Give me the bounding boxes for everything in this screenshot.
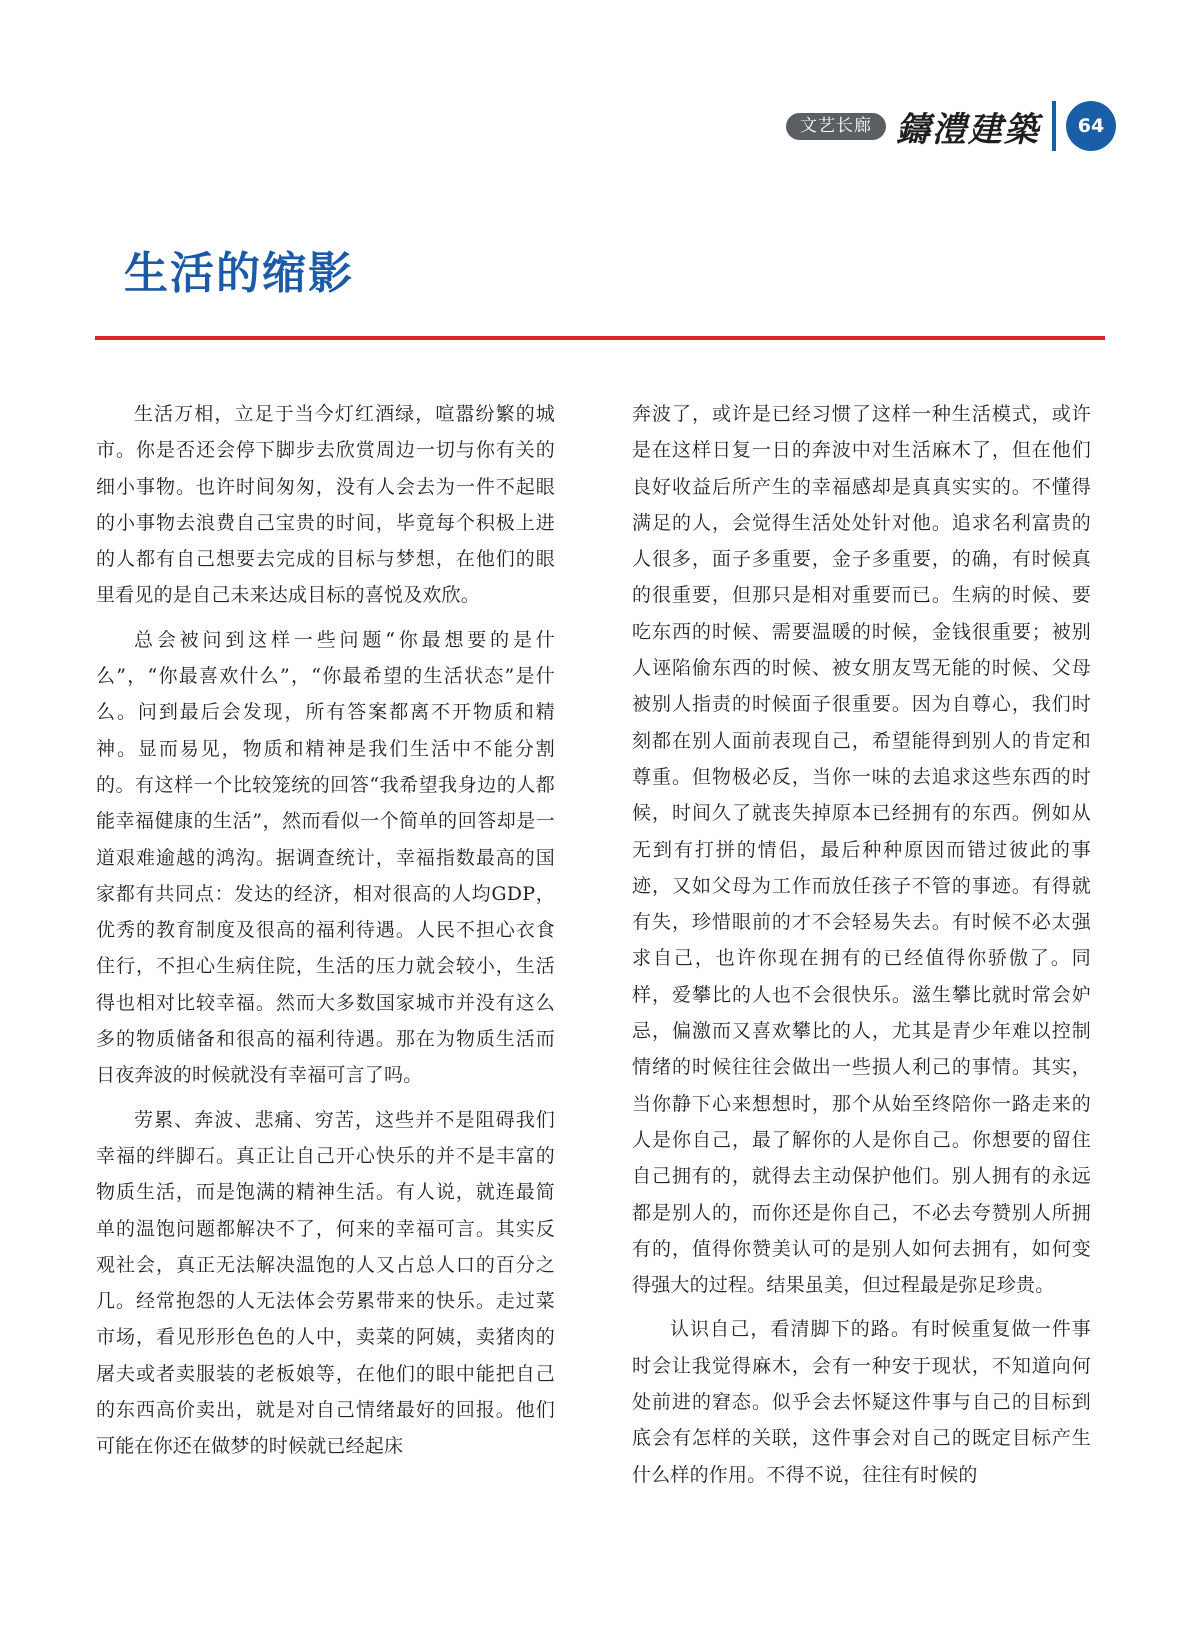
magazine-masthead: 鑄澧建築: [896, 109, 1040, 150]
right-column: [632, 396, 1091, 1493]
paragraph-continued: 奔波了，或许是已经习惯了这样一种生活模式，或许是在这样日复一日的奔波中对生活麻木了，但在他们良好收益后所产生的幸福感却是真真实实的。不懂得满足的人，会觉得生活处处针对他。追求名利富贵的人很多，面子多重要，金子多重要，的确，有时候真的很重要，但那只是相对重要而已。生病的时候、要吃东西的时候、需要温暖的时候，金钱很重要；被别人诬陷偷东西的时候、被女朋友骂无能的时候、父母被别人指责的时候面子很重要。因为自尊心，我们时刻都在别人面前表现自己，希望能得到别人的肯定和尊重。但物极必反，当你一味的去追求这些东西的时候，时间久了就丧失掉原本已经拥有的东西。例如从无到有打拼的情侣，最后种种原因而错过彼此的事迹，又如父母为工作而放任孩子不管的事迹。有得就有失，珍惜眼前的才不会轻易失去。有时候不必太强求自己，也许你现在拥有的已经值得你骄傲了。同样，爱攀比的人也不会很快乐。滋生攀比就时常会妒忌，偏激而又喜欢攀比的人，尤其是青少年难以控制情绪的时候往往会做出一些损人利己的事情。其实，当你静下心来想想时，那个从始至终陪你一路走来的人是你自己，最了解你的人是你自己。你想要的留住自己拥有的，就得去主动保护他们。别人拥有的永远都是别人的，而你还是你自己，不必去夸赞别人所拥有的，值得你赞美认可的是别人如何去拥有，如何变得强大的过程。结果虽美，但过程最是弥足珍贵。: [632, 403, 1091, 1297]
paragraph: 总会被问到这样一些问题“你最想要的是什么”，“你最喜欢什么”，“你最希望的生活状态”是什么。问到最后会发现，所有答案都离不开物质和精神。显而易见，物质和精神是我们生活中不能分割的。有这样一个比较笼统的回答“我希望我身边的人都能幸福健康的生活”，然而看似一个简单的回答却是一道艰难逾越的鸿沟。据调查统计，幸福指数最高的国家都有共同点：发达的经济，相对很高的人均GDP，优秀的教育制度及很高的福利待遇。人民不担心衣食住行，不担心生病住院，生活的压力就会较小，生活得也相对比较幸福。然而大多数国家城市并没有这么多的物质储备和很高的福利待遇。那在为物质生活而日夜奔波的时候就没有幸福可言了吗。: [96, 628, 555, 1087]
page-number: 64: [1066, 101, 1116, 151]
left-column: [96, 396, 555, 1465]
article-title: 生活的缩影: [124, 248, 354, 299]
section-tag: 文艺长廊: [786, 113, 886, 140]
paragraph: 生活万相，立足于当今灯红酒绿，喧嚣纷繁的城市。你是否还会停下脚步去欣赏周边一切与你有关的细小事物。也许时间匆匆，没有人会去为一件不起眼的小事物去浪费自己宝贵的时间，毕竟每个积极上进的人都有自己想要去完成的目标与梦想，在他们的眼里看见的是自己未来达成目标的喜悦及欢欣。: [96, 403, 555, 607]
paragraph: 认识自己，看清脚下的路。有时候重复做一件事时会让我觉得麻木，会有一种安于现状，不知道向何处前进的窘态。似乎会去怀疑这件事与自己的目标到底会有怎样的关联，这件事会对自己的既定目标产生什么样的作用。不得不说，往往有时候的: [632, 1318, 1091, 1486]
paragraph: 劳累、奔波、悲痛、穷苦，这些并不是阻碍我们幸福的绊脚石。真正让自己开心快乐的并不是丰富的物质生活，而是饱满的精神生活。有人说，就连最简单的温饱问题都解决不了，何来的幸福可言。其实反观社会，真正无法解决温饱的人又占总人口的百分之几。经常抱怨的人无法体会劳累带来的快乐。走过菜市场，看见形形色色的人中，卖菜的阿姨，卖猪肉的屠夫或者卖服装的老板娘等，在他们的眼中能把自己的东西高价卖出，就是对自己情绪最好的回报。他们可能在你还在做梦的时候就已经起床: [96, 1108, 555, 1458]
page-header: [786, 100, 1116, 152]
title-rule: [95, 336, 1105, 340]
header-divider: [1052, 101, 1056, 151]
